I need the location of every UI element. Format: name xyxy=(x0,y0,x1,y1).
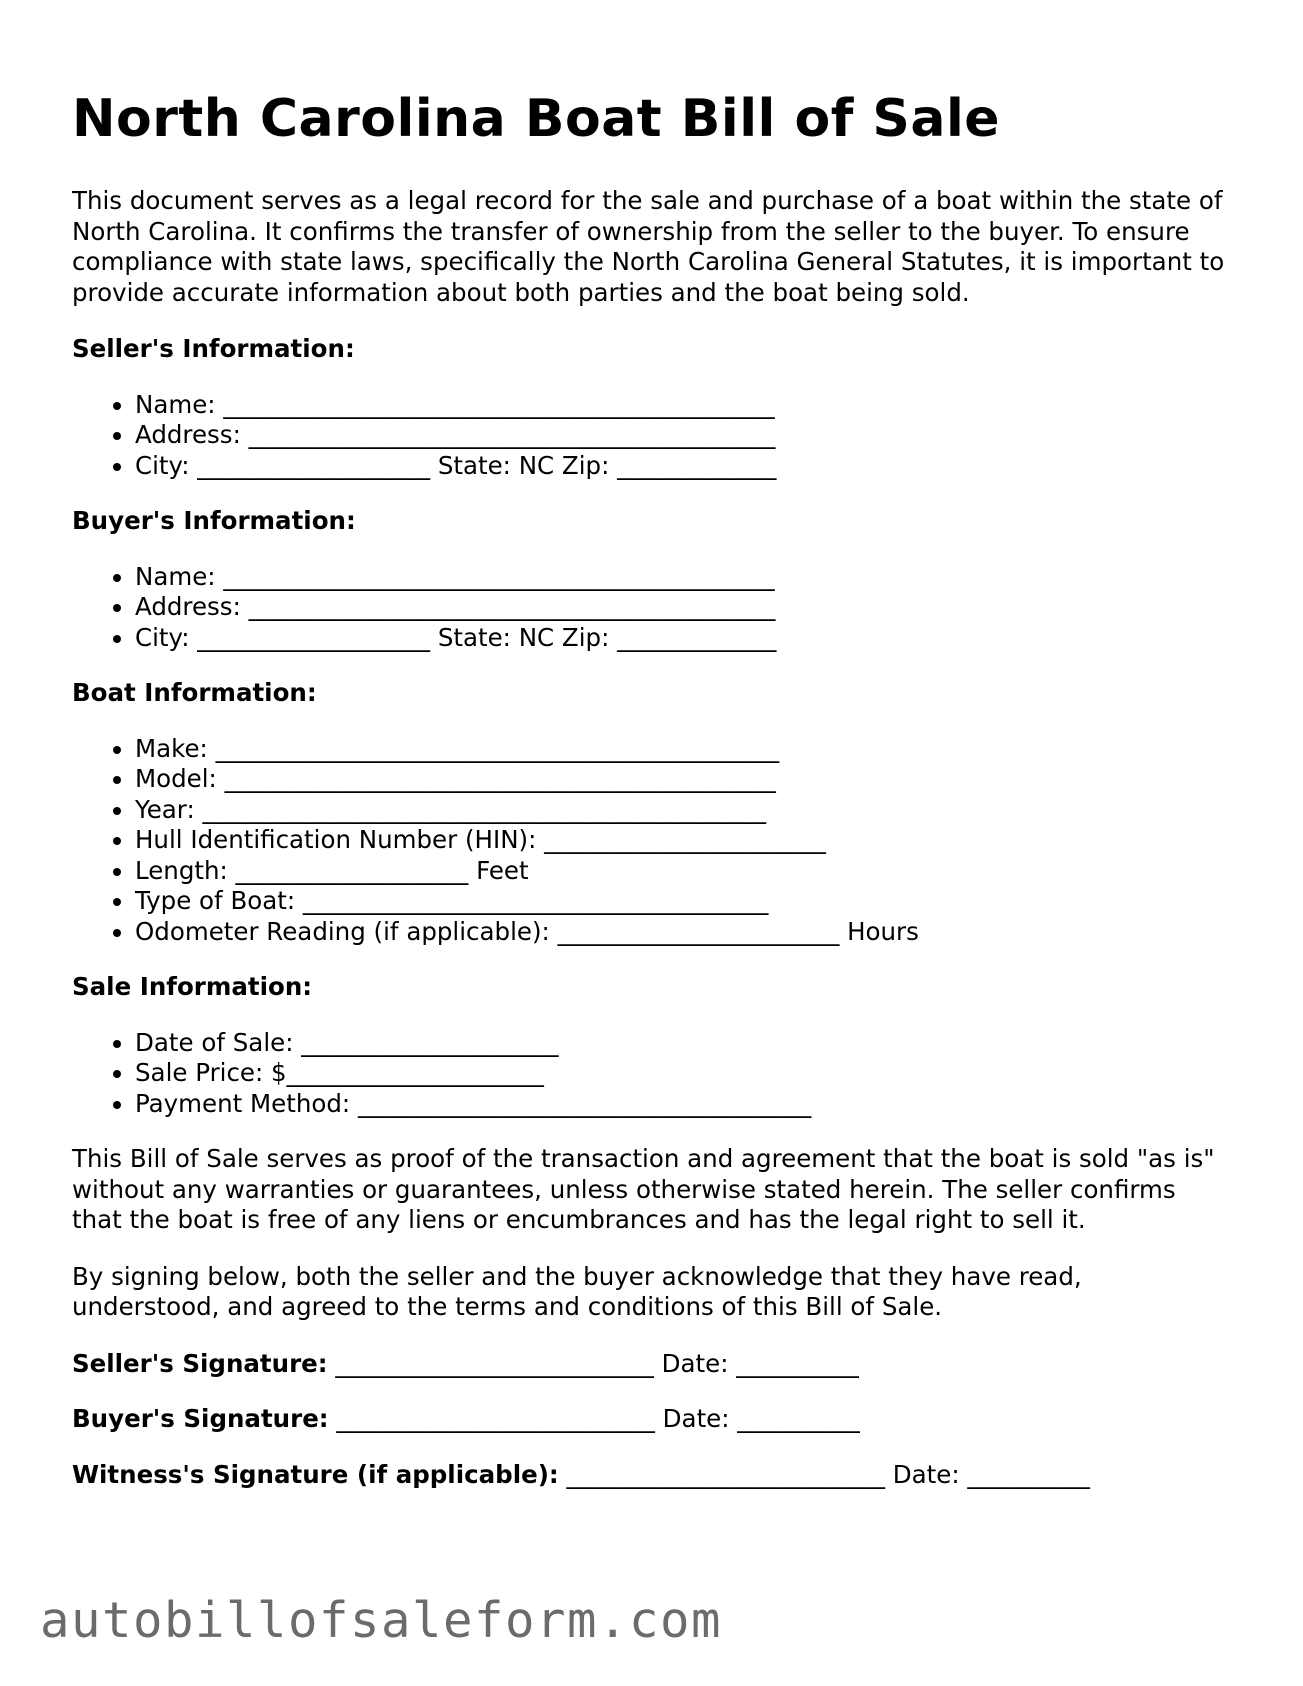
boat-year-field[interactable]: • Year: ______________________________________________ xyxy=(135,795,1232,826)
witness-signature-blank[interactable]: __________________________ Date: __________ xyxy=(558,1459,1090,1489)
seller-signature-blank[interactable]: __________________________ Date: __________ xyxy=(327,1348,859,1378)
buyer-signature-blank[interactable]: __________________________ Date: __________ xyxy=(328,1404,860,1434)
bill-of-sale-document xyxy=(72,88,1232,1515)
buyer-signature-label: Buyer's Signature: xyxy=(72,1404,329,1434)
payment-method-field[interactable]: • Payment Method: _____________________________________ xyxy=(135,1089,1232,1120)
buyer-section-heading: Buyer's Information: xyxy=(72,506,356,536)
acknowledgement-paragraph: By signing below, both the seller and the buyer acknowledge that they have read, understood, and agreed to the terms and conditions of this Bill of Sale. xyxy=(72,1261,1082,1322)
buyer-address-field[interactable]: • Address: ___________________________________________ xyxy=(135,592,1232,623)
seller-info-list xyxy=(72,390,1232,482)
seller-name-field[interactable]: • Name: _____________________________________________ xyxy=(135,390,1232,421)
seller-address-field[interactable]: • Address: ___________________________________________ xyxy=(135,420,1232,451)
buyer-signature-line[interactable] xyxy=(72,1404,1232,1435)
boat-make-field[interactable]: • Make: ______________________________________________ xyxy=(135,734,1232,765)
page-title: North Carolina Boat Bill of Sale xyxy=(72,89,1001,149)
seller-signature-line[interactable] xyxy=(72,1349,1232,1380)
intro-paragraph: This document serves as a legal record for the sale and purchase of a boat within the state of North Carolina. It confirms the transfer of ownership from the seller to the buyer. To ensure compliance with state laws, specifically the North Carolina General Statutes, it is important to provide accurate information about both parties and the boat being sold. xyxy=(72,186,1225,307)
buyer-info-list xyxy=(72,562,1232,654)
sale-section-heading: Sale Information: xyxy=(72,972,313,1002)
boat-type-field[interactable]: • Type of Boat: ______________________________________ xyxy=(135,886,1232,917)
terms-paragraph: This Bill of Sale serves as proof of the transaction and agreement that the boat is sold "as is" without any warranties or guarantees, unless otherwise stated herein. The seller confirms that the boat is free of any liens or encumbrances and has the legal right to sell it. xyxy=(72,1144,1215,1235)
seller-city-state-zip-field[interactable]: • City: ___________________ State: NC Zip: _____________ xyxy=(135,451,1232,482)
buyer-name-field[interactable]: • Name: _____________________________________________ xyxy=(135,562,1232,593)
boat-odometer-field[interactable]: • Odometer Reading (if applicable): _______________________ Hours xyxy=(135,917,1232,948)
boat-model-field[interactable]: • Model: _____________________________________________ xyxy=(135,764,1232,795)
buyer-city-state-zip-field[interactable]: • City: ___________________ State: NC Zip: _____________ xyxy=(135,623,1232,654)
seller-signature-label: Seller's Signature: xyxy=(72,1348,328,1378)
witness-signature-line[interactable] xyxy=(72,1460,1232,1491)
boat-length-field[interactable]: • Length: ___________________ Feet xyxy=(135,856,1232,887)
seller-section-heading: Seller's Information: xyxy=(72,334,355,364)
sale-price-field[interactable]: • Sale Price: $_____________________ xyxy=(135,1058,1232,1089)
sale-date-field[interactable]: • Date of Sale: _____________________ xyxy=(135,1028,1232,1059)
website-watermark: autobillofsaleform.com xyxy=(40,1592,723,1649)
boat-info-list xyxy=(72,734,1232,948)
boat-hin-field[interactable]: • Hull Identification Number (HIN): _______________________ xyxy=(135,825,1232,856)
witness-signature-label: Witness's Signature (if applicable): xyxy=(72,1459,559,1489)
sale-info-list xyxy=(72,1028,1232,1120)
boat-section-heading: Boat Information: xyxy=(72,678,317,708)
